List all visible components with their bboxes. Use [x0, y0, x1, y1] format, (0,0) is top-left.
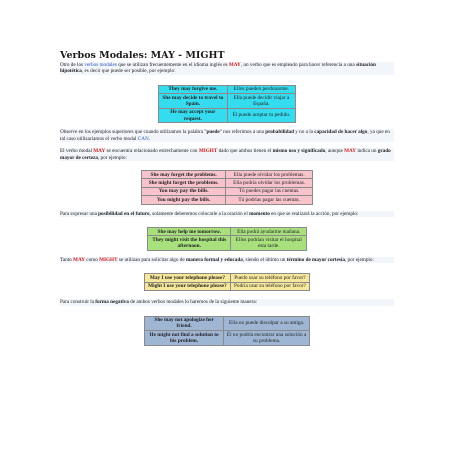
examples-table-3 [147, 227, 307, 251]
text: se utilizan para solicitar algo de [117, 256, 186, 263]
politeness-paragraph [60, 257, 394, 263]
text: dado que ambos tienen el [217, 148, 273, 155]
spanish-translation: Ella podría olvidar los problemas. [226, 179, 313, 187]
english-sentence: She may help me tomorrow. [148, 227, 231, 235]
modal-verbs-link[interactable]: verbos modales [84, 62, 117, 68]
table-row [145, 316, 310, 331]
keyword-may: MAY [93, 148, 106, 155]
bold-term: probabilidad [265, 129, 294, 136]
text: Observe en los ejemplos superiores que cuando utilizamos la palabra " [60, 129, 207, 136]
text: , por ejemplo: [97, 154, 127, 161]
english-sentence: Might I use your telephone please? [145, 282, 231, 290]
keyword-may: MAY [344, 148, 357, 155]
text: y no a la [293, 129, 315, 136]
bold-term: situación hipotética [60, 62, 376, 75]
table-row [142, 171, 313, 179]
text: indica un [356, 148, 378, 155]
table-body [142, 171, 313, 205]
examples-table-4 [144, 273, 310, 291]
english-sentence: You may pay the bills. [142, 187, 226, 195]
text: se encuentra relacionado estrechamente con [105, 148, 199, 155]
table-row [159, 108, 296, 123]
spanish-translation: Ellos podrían visitar el hospital esta tarde. [231, 236, 307, 251]
bold-term: momento [249, 210, 270, 217]
spanish-translation: Él no podría encontrar una solución a su problema. [224, 331, 310, 346]
english-sentence: She may not apologize her friend. [145, 316, 224, 331]
table-row [148, 227, 307, 235]
table-body [148, 227, 307, 250]
table-row [145, 282, 310, 290]
text: El verbo modal [60, 148, 94, 155]
text: , por ejemplo: [344, 256, 374, 263]
text: , aunque [325, 148, 345, 155]
text: , siendo el último un [242, 256, 287, 263]
bold-term: término de mayor cortesía [286, 256, 345, 263]
examples-table-1 [158, 85, 296, 124]
text: en que se realizará la acción, por ejemplo: [269, 210, 359, 217]
spanish-translation: Ella puede olvidar los problemas. [226, 171, 313, 179]
table-row [145, 331, 310, 346]
text: Para expresar una [60, 210, 99, 217]
bold-term: capacidad de hacer algo [314, 129, 368, 136]
english-sentence: They may forgive me. [159, 85, 228, 93]
spanish-translation: Ellos pueden perdonarme. [227, 85, 295, 93]
spanish-translation: Tú podrías pagar las cuentas. [226, 196, 313, 204]
text: , es decir que puede ser posible, por ejemplo: [81, 68, 176, 75]
document-page [60, 50, 394, 346]
may-might-paragraph [60, 148, 394, 161]
text: . [148, 135, 151, 142]
page-title: Verbos Modales: MAY - MIGHT [60, 50, 225, 61]
text: que se utilizan frecuentemente en el idioma inglés es [116, 62, 229, 68]
english-sentence: He may accept your request. [159, 108, 228, 123]
bold-term: puede [206, 129, 220, 136]
english-sentence: She may decide to travel to Spain. [159, 94, 228, 109]
spanish-translation: Ella no puede disculpar a su amiga. [224, 316, 310, 331]
future-paragraph [60, 211, 394, 217]
bold-term: posibilidad en el futuro [98, 210, 150, 217]
keyword-might: MIGHT [99, 256, 118, 263]
spanish-translation: Puedo usar su teléfono por favor? [230, 274, 309, 282]
english-sentence: He might not find a solution to his problem. [145, 331, 224, 346]
spanish-translation: Tú puedes pagar las cuentas. [226, 187, 313, 195]
probability-paragraph [60, 129, 394, 142]
english-sentence: She might forget the problems. [142, 179, 226, 187]
text: , ya que en tal caso utilizaríamos el verbo modal [60, 129, 390, 142]
text: Otro de los [60, 62, 85, 68]
can-link[interactable]: CAN [137, 135, 149, 142]
spanish-translation: Él puede aceptar tu pedido. [227, 108, 295, 123]
examples-table-5 [144, 316, 310, 346]
keyword-may: MAY [73, 256, 85, 263]
bold-term: forma negativa [95, 299, 129, 306]
spanish-translation: Podría usar su teléfono por favor? [230, 282, 309, 290]
bold-term: mismo uso y significado [272, 148, 326, 155]
table-row [142, 179, 313, 187]
table-row [145, 274, 310, 282]
text: Para construir la [60, 299, 96, 306]
text: de ambos verbos modales lo haremos de la siguiente manera: [128, 299, 258, 306]
spanish-translation: Ella puede decidir viajar a España. [227, 94, 295, 109]
table-row [159, 85, 296, 93]
spanish-translation: Ella podrá ayudarme mañana. [231, 227, 307, 235]
examples-table-2 [141, 170, 313, 205]
text: , solamente deberemos colocarle a la oración el [149, 210, 250, 217]
table-row [142, 196, 313, 204]
table-row [148, 236, 307, 251]
text: Tanto [60, 256, 74, 263]
bold-term: grado mayor de certeza [60, 148, 391, 161]
text: , un verbo que es empleado para hacer referencia a una [240, 62, 356, 68]
bold-term: manera formal y educada [185, 256, 243, 263]
keyword-might: MIGHT [198, 148, 218, 155]
english-sentence: You might pay the bills. [142, 196, 226, 204]
english-sentence: They might visit the hospital this afternoon. [148, 236, 231, 251]
negative-paragraph [60, 299, 394, 305]
table-row [142, 187, 313, 195]
intro-paragraph [60, 62, 394, 75]
table-body [145, 274, 310, 291]
text: " nos referimos a una [219, 129, 266, 136]
table-body [145, 316, 310, 345]
table-body [159, 85, 296, 123]
english-sentence: May I use your telephone please? [145, 274, 231, 282]
keyword-may: MAY [228, 62, 241, 68]
table-row [159, 94, 296, 109]
text: como [84, 256, 100, 263]
english-sentence: She may forget the problems. [142, 171, 226, 179]
